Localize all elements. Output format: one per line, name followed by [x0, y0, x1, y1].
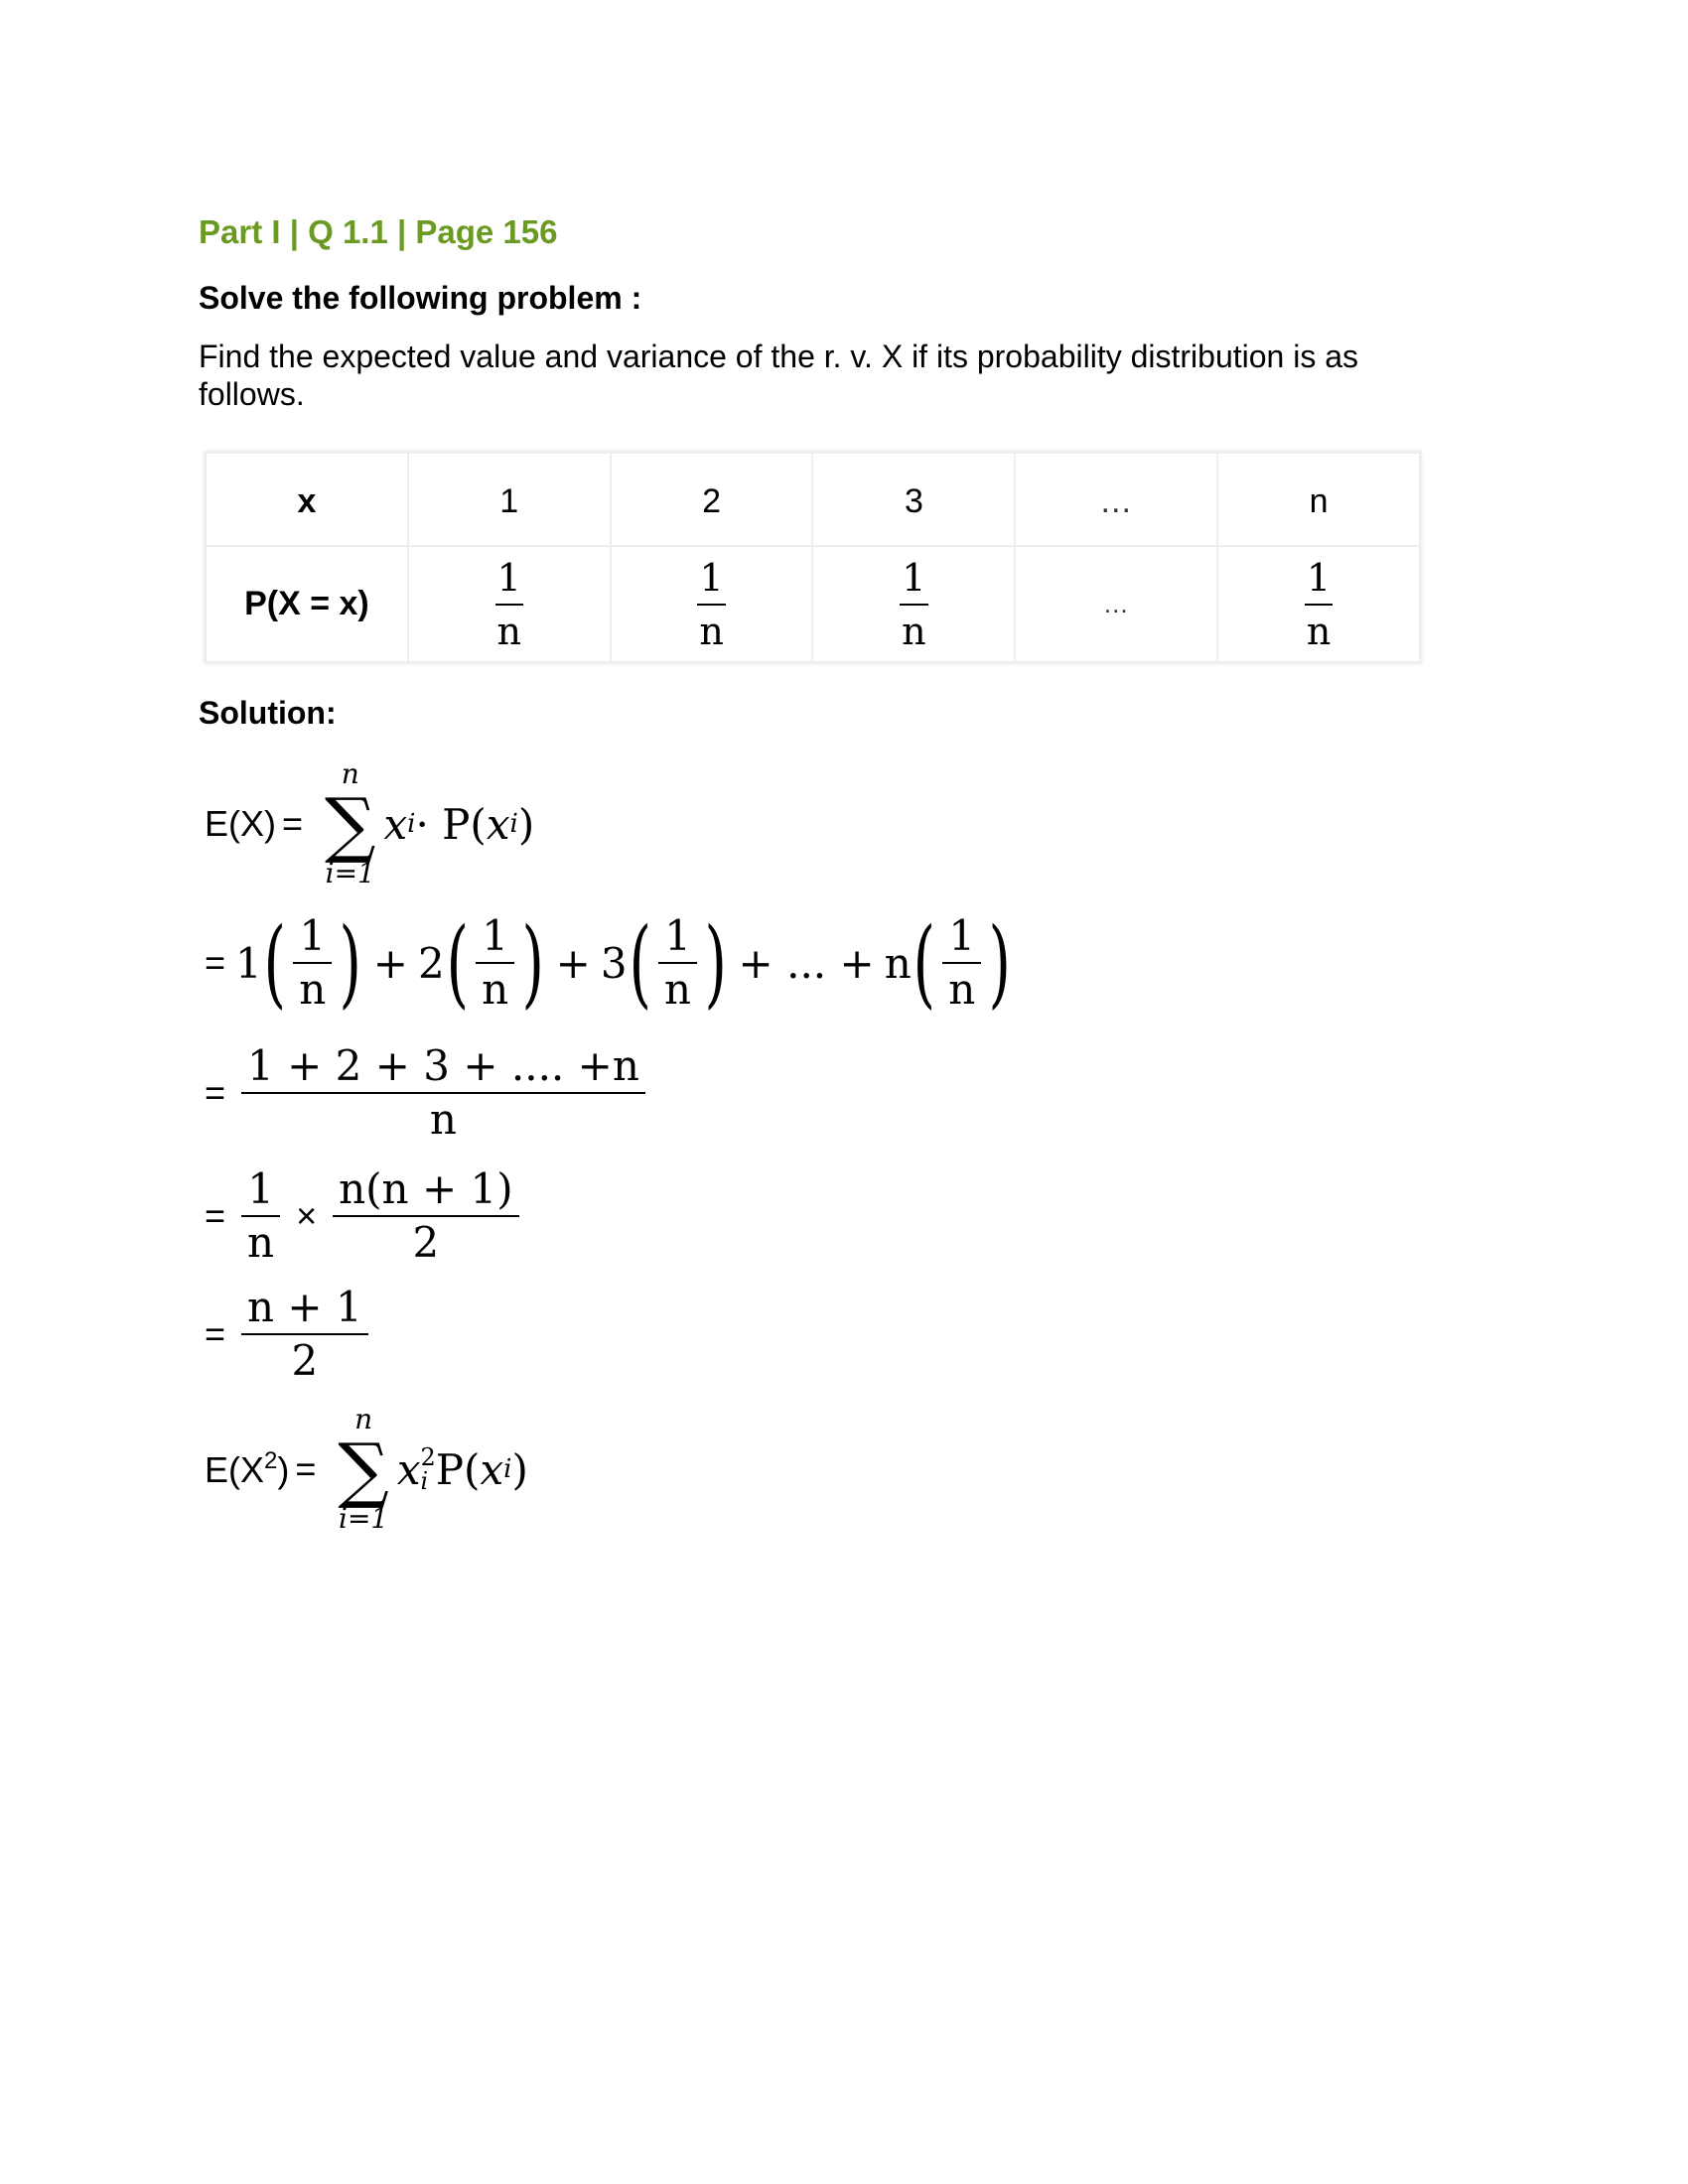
probability-cell: $\frac{1}{n}$ — [812, 546, 1015, 662]
x-value: 3 — [812, 453, 1015, 546]
problem-statement: Find the expected value and variance of the r. v. X if its probability distribution is as follows. — [199, 339, 1359, 412]
probability-cell: $\frac{1}{n}$ — [611, 546, 813, 662]
second-moment-definition: $E(X^2)$ = n ∑ i=1 x 2 i P( x i ) — [205, 1403, 528, 1535]
sum-over-n-line: = 1 + 2 + 3 + .... +n n — [205, 1040, 651, 1146]
question-reference: Part I | Q 1.1 | Page 156 — [199, 213, 558, 250]
summation-symbol: n ∑ i=1 — [325, 757, 376, 889]
product-line: = 1 n × n(n + 1) 2 — [205, 1163, 525, 1269]
expected-value-definition: E(X) = n ∑ i=1 x i · P( x i ) — [205, 757, 535, 889]
probability-cell: $\frac{1}{n}$ — [1217, 546, 1420, 662]
x-value: 1 — [408, 453, 611, 546]
instruction-heading: Solve the following problem : — [199, 280, 642, 316]
probability-row — [206, 546, 1420, 662]
expansion-line: = 1 ( 1 n ) + 2 ( 1 n ) + 3 ( 1 n ) + ... + n ( 1 n ) — [205, 907, 1012, 1019]
summation-symbol: n ∑ i=1 — [338, 1403, 389, 1535]
solution-label: Solution: — [199, 695, 337, 731]
probability-cell: $\frac{1}{n}$ — [408, 546, 611, 662]
x-value: 2 — [611, 453, 813, 546]
x-value: n — [1217, 453, 1420, 546]
probability-cell: ... — [1015, 546, 1217, 662]
result-line: = n + 1 2 — [205, 1282, 374, 1387]
x-row — [206, 453, 1420, 546]
probability-distribution-table — [205, 452, 1421, 663]
probability-header: P(X = x) — [206, 546, 408, 662]
x-value: ... — [1015, 453, 1217, 546]
x-header: x — [206, 453, 408, 546]
document-page — [199, 208, 1440, 1535]
